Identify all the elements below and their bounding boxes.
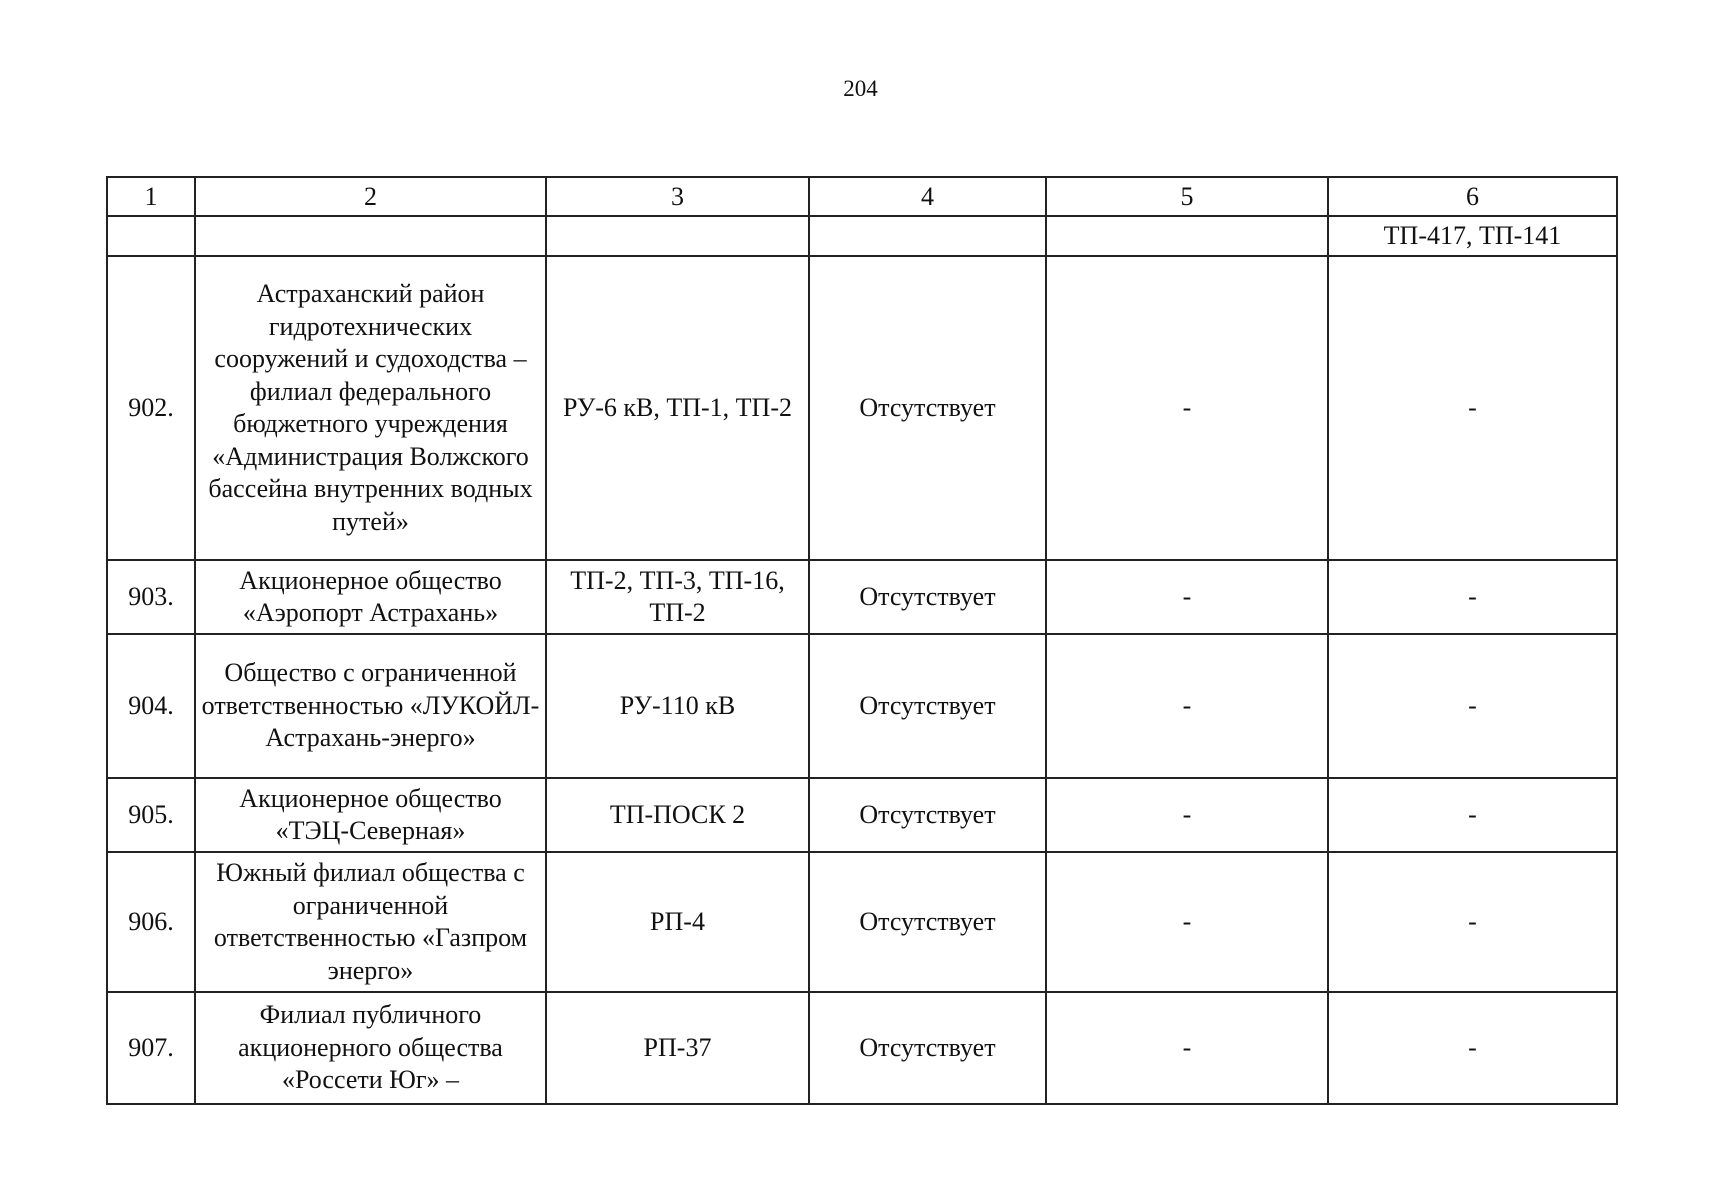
table-row — [107, 778, 1617, 852]
table-cell: - — [1046, 778, 1328, 852]
objects-cell: ТП-ПОСК 2 — [546, 778, 809, 852]
status-cell: Отсутствует — [809, 256, 1046, 560]
row-number: 903. — [107, 560, 195, 634]
table-cell: - — [1046, 560, 1328, 634]
row-number: 902. — [107, 256, 195, 560]
page-number: 204 — [843, 76, 878, 101]
organization-name: Астраханский район гидротехнических сооружений и судоходства – филиал федерального бюджетного учреждения «Администрация Волжского бассейна внутренних водных путей» — [195, 256, 546, 560]
table-header-row — [107, 177, 1617, 216]
table-cell: ТП-417, ТП-141 — [1328, 216, 1617, 256]
continuation-row — [107, 216, 1617, 256]
organization-name: Южный филиал общества с ограниченной ответственностью «Газпром энерго» — [195, 852, 546, 992]
table-row — [107, 634, 1617, 778]
header-cell: 3 — [546, 177, 809, 216]
objects-cell: РП-37 — [546, 992, 809, 1104]
status-cell: Отсутствует — [809, 778, 1046, 852]
objects-cell: ТП-2, ТП-3, ТП-16, ТП-2 — [546, 560, 809, 634]
table-row — [107, 560, 1617, 634]
row-number: 906. — [107, 852, 195, 992]
organization-name: Акционерное общество «ТЭЦ-Северная» — [195, 778, 546, 852]
row-number: 907. — [107, 992, 195, 1104]
organization-name: Филиал публичного акционерного общества «Россети Юг» – — [195, 992, 546, 1104]
objects-cell: РУ-110 кВ — [546, 634, 809, 778]
status-cell: Отсутствует — [809, 560, 1046, 634]
header-cell: 1 — [107, 177, 195, 216]
header-cell: 6 — [1328, 177, 1617, 216]
data-table — [106, 176, 1618, 1105]
row-number: 904. — [107, 634, 195, 778]
table-row — [107, 992, 1617, 1104]
status-cell: Отсутствует — [809, 634, 1046, 778]
table-row — [107, 852, 1617, 992]
status-cell: Отсутствует — [809, 852, 1046, 992]
header-cell: 4 — [809, 177, 1046, 216]
objects-cell: РУ-6 кВ, ТП-1, ТП-2 — [546, 256, 809, 560]
table-cell: - — [1328, 560, 1617, 634]
table-cell — [546, 216, 809, 256]
table-cell: - — [1328, 634, 1617, 778]
table-cell — [107, 216, 195, 256]
organization-name: Общество с ограниченной ответственностью «ЛУКОЙЛ-Астрахань-энерго» — [195, 634, 546, 778]
header-cell: 2 — [195, 177, 546, 216]
table-cell: - — [1046, 634, 1328, 778]
status-cell: Отсутствует — [809, 992, 1046, 1104]
table-cell: - — [1046, 256, 1328, 560]
objects-cell: РП-4 — [546, 852, 809, 992]
row-number: 905. — [107, 778, 195, 852]
table-cell: - — [1046, 852, 1328, 992]
table-cell — [195, 216, 546, 256]
organization-name: Акционерное общество «Аэропорт Астрахань» — [195, 560, 546, 634]
table-cell — [809, 216, 1046, 256]
table-cell: - — [1328, 992, 1617, 1104]
table-cell: - — [1046, 992, 1328, 1104]
header-cell: 5 — [1046, 177, 1328, 216]
table-row — [107, 256, 1617, 560]
table-cell: - — [1328, 256, 1617, 560]
table-cell — [1046, 216, 1328, 256]
table-cell: - — [1328, 852, 1617, 992]
table-cell: - — [1328, 778, 1617, 852]
